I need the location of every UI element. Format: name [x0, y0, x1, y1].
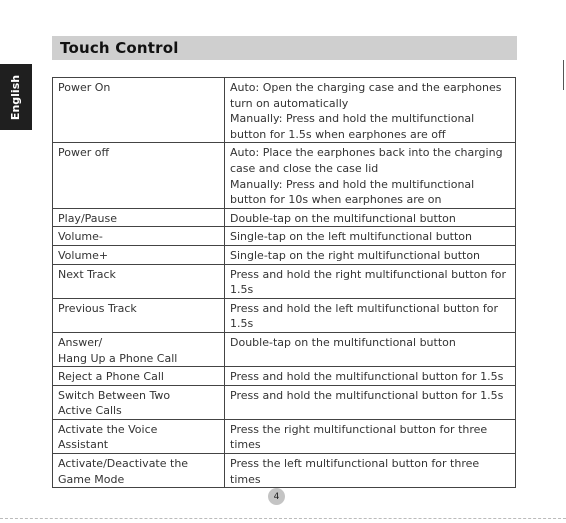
- action-cell: Next Track: [53, 264, 225, 298]
- page-number-label: 4: [273, 491, 280, 502]
- edge-mark: [563, 60, 564, 90]
- description-cell: Auto: Open the charging case and the earphones turn on automatically Manually: Press and hold the multifunctional button for 1.5s when earphones are off: [225, 78, 516, 143]
- table-row: [53, 264, 516, 298]
- description-cell: Single-tap on the right multifunctional button: [225, 245, 516, 264]
- table-row: [53, 419, 516, 453]
- table-row: [53, 385, 516, 419]
- touch-control-table-body: [53, 78, 516, 488]
- table-row: [53, 143, 516, 208]
- description-cell: Press and hold the multifunctional button for 1.5s: [225, 367, 516, 386]
- table-row: [53, 298, 516, 332]
- table-row: [53, 367, 516, 386]
- action-cell: Answer/ Hang Up a Phone Call: [53, 332, 225, 366]
- table-row: [53, 454, 516, 488]
- table-row: [53, 332, 516, 366]
- touch-control-table: [52, 77, 516, 488]
- action-cell: Power off: [53, 143, 225, 208]
- action-cell: Reject a Phone Call: [53, 367, 225, 386]
- page-number: [268, 488, 285, 505]
- table-row: [53, 78, 516, 143]
- action-cell: Activate/Deactivate the Game Mode: [53, 454, 225, 488]
- action-cell: Play/Pause: [53, 208, 225, 227]
- description-cell: Double-tap on the multifunctional button: [225, 208, 516, 227]
- description-cell: Press and hold the right multifunctional button for 1.5s: [225, 264, 516, 298]
- description-cell: Press the left multifunctional button for three times: [225, 454, 516, 488]
- table-row: [53, 208, 516, 227]
- table-row: [53, 245, 516, 264]
- action-cell: Volume-: [53, 227, 225, 246]
- action-cell: Activate the Voice Assistant: [53, 419, 225, 453]
- action-cell: Switch Between Two Active Calls: [53, 385, 225, 419]
- description-cell: Double-tap on the multifunctional button: [225, 332, 516, 366]
- action-cell: Power On: [53, 78, 225, 143]
- action-cell: Volume+: [53, 245, 225, 264]
- description-cell: Press and hold the multifunctional button for 1.5s: [225, 385, 516, 419]
- description-cell: Single-tap on the left multifunctional button: [225, 227, 516, 246]
- section-title-bar: [52, 36, 517, 60]
- language-tab: [0, 64, 32, 130]
- table-row: [53, 227, 516, 246]
- action-cell: Previous Track: [53, 298, 225, 332]
- language-tab-label: English: [9, 74, 23, 120]
- bottom-rule: [0, 518, 566, 520]
- section-title: Touch Control: [60, 39, 179, 57]
- description-cell: Auto: Place the earphones back into the charging case and close the case lid Manually: Press and hold the multifunctional button for 10s when earphones are on: [225, 143, 516, 208]
- description-cell: Press the right multifunctional button for three times: [225, 419, 516, 453]
- description-cell: Press and hold the left multifunctional button for 1.5s: [225, 298, 516, 332]
